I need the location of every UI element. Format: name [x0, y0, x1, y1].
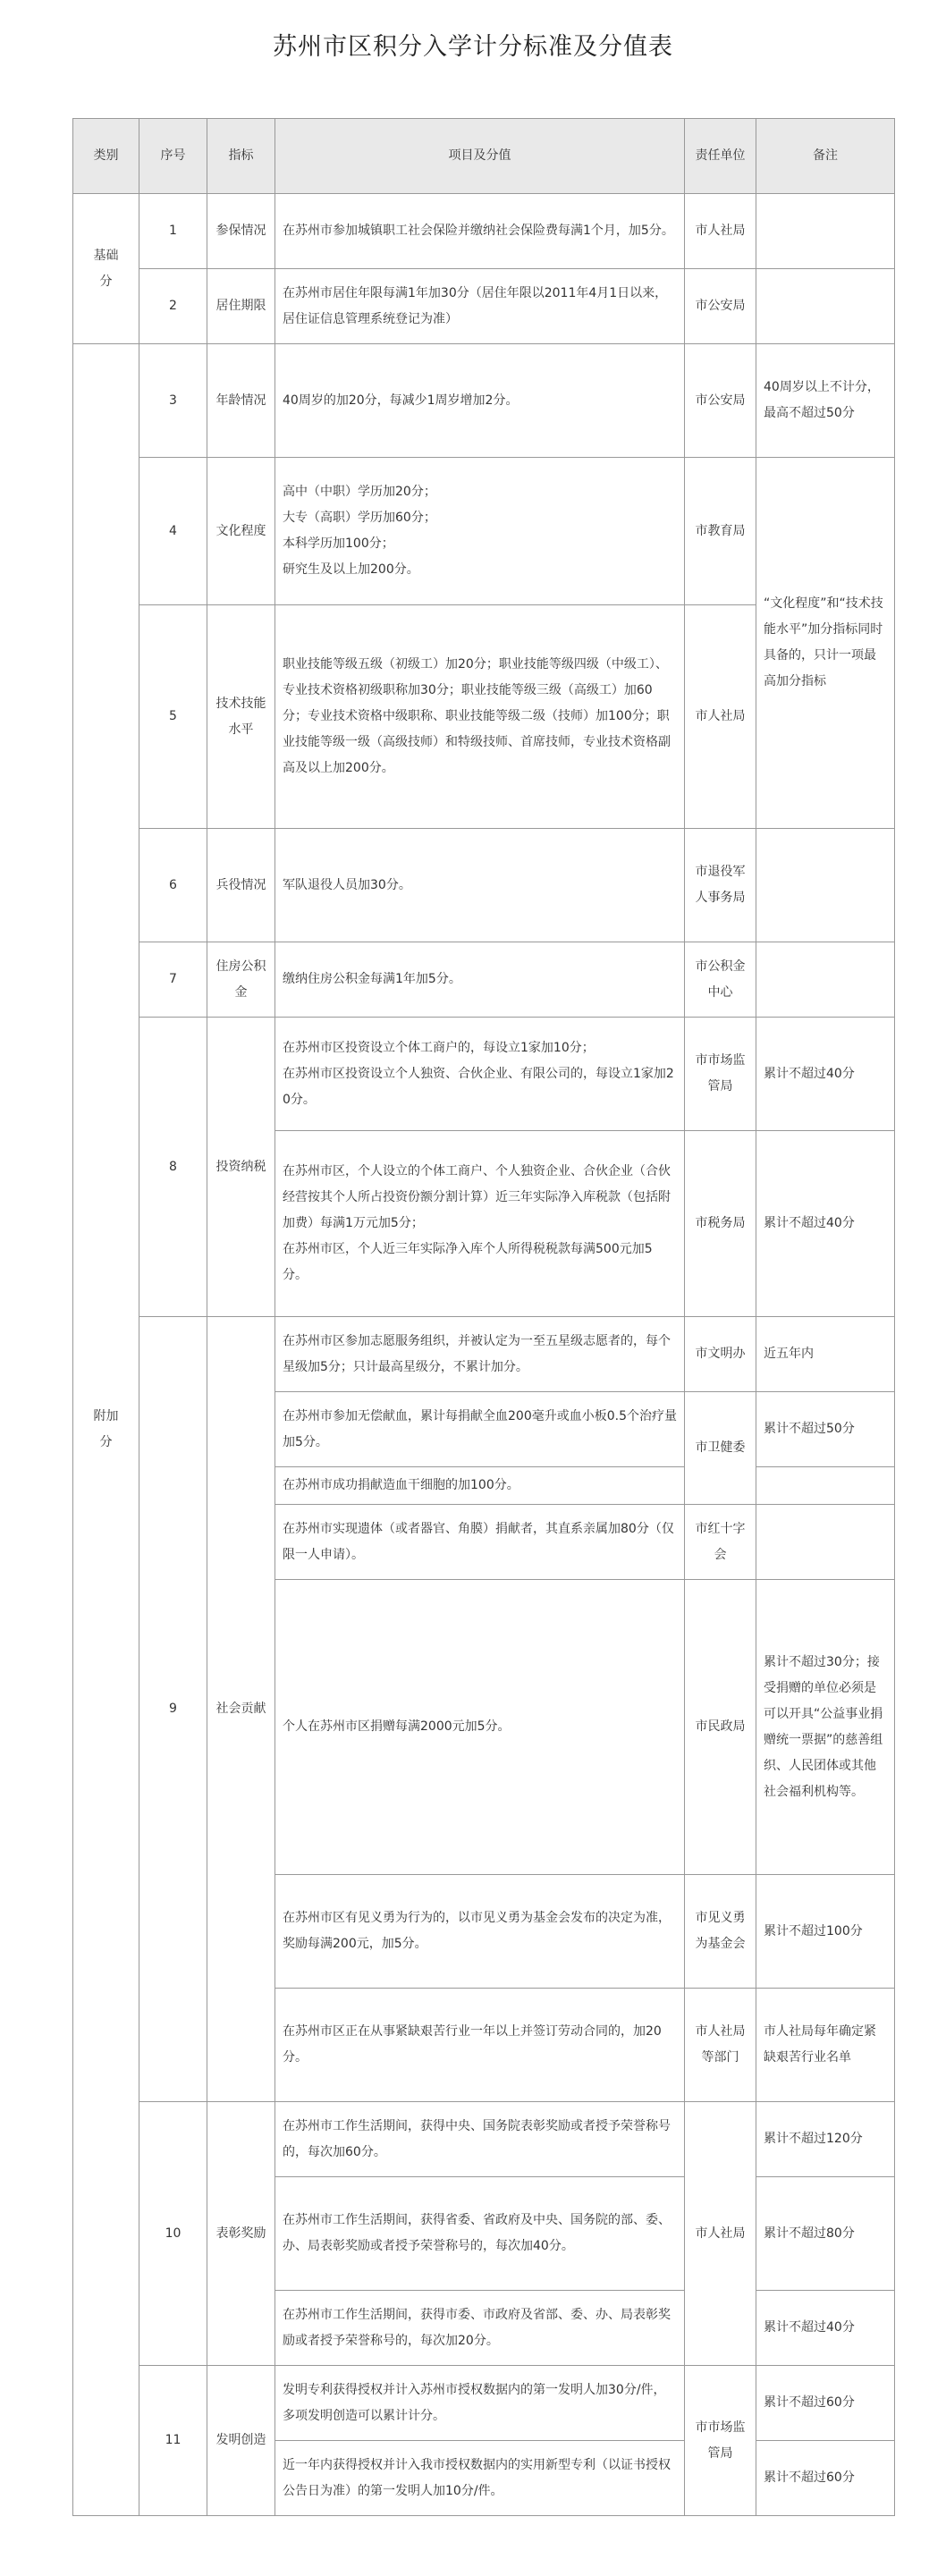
- table-row: [73, 942, 895, 1018]
- items-line: 大专（高职）学历加60分；: [283, 511, 436, 525]
- row-unit: 市公安局: [685, 344, 756, 458]
- row-unit: 市卫健委: [685, 1392, 756, 1505]
- row-remark: 累计不超过60分: [756, 2441, 895, 2516]
- row-items: 在苏州市成功捐献造血干细胞的加100分。: [275, 1467, 685, 1505]
- row-items: 职业技能等级五级（初级工）加20分；职业技能等级四级（中级工）、专业技术资格初级职称加30分；职业技能等级三级（高级工）加60分；专业技术资格中级职称、职业技能等级二级（技师）加100分；职业技能等级一级（高级技师）和特级技师、首席技师，专业技术资格副高及以上加200分。: [275, 605, 685, 829]
- row-items: 在苏州市工作生活期间，获得中央、国务院表彰奖励或者授予荣誉称号的，每次加60分。: [275, 2102, 685, 2177]
- row-items: 军队退役人员加30分。: [275, 829, 685, 942]
- row-indicator: 住房公积金: [207, 942, 275, 1018]
- row-seq: 11: [139, 2366, 207, 2516]
- row-items: 在苏州市参加城镇职工社会保险并缴纳社会保险费每满1个月，加5分。: [275, 194, 685, 269]
- row-unit: 市退役军人事务局: [685, 829, 756, 942]
- row-seq: 7: [139, 942, 207, 1018]
- row-remark: 累计不超过80分: [756, 2177, 895, 2291]
- row-remark: 累计不超过30分；接受捐赠的单位必须是可以开具“公益事业捐赠统一票据”的慈善组织、人民团体或其他社会福利机构等。: [756, 1580, 895, 1875]
- header-category: 类别: [73, 119, 139, 194]
- row-items: [275, 1018, 685, 1131]
- row-items: 在苏州市参加无偿献血，累计每捐献全血200毫升或血小板0.5个治疗量加5分。: [275, 1392, 685, 1467]
- table-header-row: [73, 119, 895, 194]
- header-items: 项目及分值: [275, 119, 685, 194]
- row-seq: 4: [139, 458, 207, 605]
- row-remark: 累计不超过40分: [756, 1018, 895, 1131]
- row-items: 在苏州市区有见义勇为行为的，以市见义勇为基金会发布的决定为准，奖励每满200元，加5分。: [275, 1875, 685, 1989]
- row-remark: 累计不超过60分: [756, 2366, 895, 2441]
- row-items: 在苏州市工作生活期间，获得市委、市政府及省部、委、办、局表彰奖励或者授予荣誉称号的，每次加20分。: [275, 2291, 685, 2366]
- row-unit: 市市场监管局: [685, 1018, 756, 1131]
- row-items: 40周岁的加20分，每减少1周岁增加2分。: [275, 344, 685, 458]
- row-indicator: 技术技能水平: [207, 605, 275, 829]
- items-line: 在苏州市区投资设立个人独资、合伙企业、有限公司的，每设立1家加20分。: [283, 1066, 674, 1107]
- row-unit: 市教育局: [685, 458, 756, 605]
- row-indicator: 发明创造: [207, 2366, 275, 2516]
- header-indicator: 指标: [207, 119, 275, 194]
- row-remark: [756, 942, 895, 1018]
- row-remark: “文化程度”和“技术技能水平”加分指标同时具备的，只计一项最高加分指标: [756, 458, 895, 829]
- row-remark: [756, 829, 895, 942]
- row-remark: [756, 1505, 895, 1580]
- row-seq: 9: [139, 1317, 207, 2102]
- row-seq: 5: [139, 605, 207, 829]
- items-line: 高中（中职）学历加20分；: [283, 485, 436, 499]
- row-remark: [756, 194, 895, 269]
- row-seq: 2: [139, 269, 207, 344]
- row-items: 在苏州市区参加志愿服务组织，并被认定为一至五星级志愿者的，每个星级加5分；只计最高星级分，不累计加分。: [275, 1317, 685, 1392]
- row-seq: 10: [139, 2102, 207, 2366]
- row-seq: 8: [139, 1018, 207, 1317]
- category-additional: 附加分: [73, 344, 139, 2516]
- header-seq: 序号: [139, 119, 207, 194]
- row-unit: 市人社局等部门: [685, 1989, 756, 2102]
- table-row: [73, 269, 895, 344]
- row-indicator: 投资纳税: [207, 1018, 275, 1317]
- row-unit: 市民政局: [685, 1580, 756, 1875]
- row-items: 缴纳住房公积金每满1年加5分。: [275, 942, 685, 1018]
- header-unit: 责任单位: [685, 119, 756, 194]
- items-line: 在苏州市区，个人设立的个体工商户、个人独资企业、合伙企业（合伙经营按其个人所占投资份额分割计算）近三年实际净入库税款（包括附加费）每满1万元加5分；: [283, 1164, 671, 1230]
- row-indicator: 表彰奖励: [207, 2102, 275, 2366]
- row-unit: 市文明办: [685, 1317, 756, 1392]
- row-items: 在苏州市实现遗体（或者器官、角膜）捐献者，其直系亲属加80分（仅限一人申请）。: [275, 1505, 685, 1580]
- table-row: [73, 2366, 895, 2441]
- score-table: [72, 118, 895, 2516]
- items-line: 本科学历加100分；: [283, 536, 394, 551]
- row-indicator: 兵役情况: [207, 829, 275, 942]
- items-line: 在苏州市区，个人近三年实际净入库个人所得税税款每满500元加5分。: [283, 1242, 653, 1282]
- page-title: 苏州市区积分入学计分标准及分值表: [273, 33, 673, 61]
- row-unit: 市人社局: [685, 2102, 756, 2366]
- header-remark: 备注: [756, 119, 895, 194]
- row-seq: 3: [139, 344, 207, 458]
- row-remark: 近五年内: [756, 1317, 895, 1392]
- row-unit: 市人社局: [685, 194, 756, 269]
- row-remark: 累计不超过40分: [756, 1131, 895, 1317]
- table-row: [73, 2102, 895, 2177]
- table-row: [73, 1018, 895, 1131]
- row-indicator: 居住期限: [207, 269, 275, 344]
- table-row: [73, 1317, 895, 1392]
- row-unit: 市市场监管局: [685, 2366, 756, 2516]
- row-items: 个人在苏州市区捐赠每满2000元加5分。: [275, 1580, 685, 1875]
- row-remark: [756, 269, 895, 344]
- row-remark: 累计不超过120分: [756, 2102, 895, 2177]
- category-basic: 基础分: [73, 194, 139, 344]
- row-items: 发明专利获得授权并计入苏州市授权数据内的第一发明人加30分/件，多项发明创造可以累计计分。: [275, 2366, 685, 2441]
- row-indicator: 文化程度: [207, 458, 275, 605]
- table-row: [73, 458, 895, 605]
- row-items: 在苏州市居住年限每满1年加30分（居住年限以2011年4月1日以来，居住证信息管理系统登记为准）: [275, 269, 685, 344]
- row-remark: [756, 1467, 895, 1505]
- row-unit: 市红十字会: [685, 1505, 756, 1580]
- row-remark: 市人社局每年确定紧缺艰苦行业名单: [756, 1989, 895, 2102]
- row-remark: 40周岁以上不计分，最高不超过50分: [756, 344, 895, 458]
- row-items: 近一年内获得授权并计入我市授权数据内的实用新型专利（以证书授权公告日为准）的第一发明人加10分/件。: [275, 2441, 685, 2516]
- row-unit: 市税务局: [685, 1131, 756, 1317]
- row-seq: 6: [139, 829, 207, 942]
- row-items: 在苏州市区正在从事紧缺艰苦行业一年以上并签订劳动合同的，加20分。: [275, 1989, 685, 2102]
- row-remark: 累计不超过50分: [756, 1392, 895, 1467]
- row-items: [275, 458, 685, 605]
- row-items: 在苏州市工作生活期间，获得省委、省政府及中央、国务院的部、委、办、局表彰奖励或者授予荣誉称号的，每次加40分。: [275, 2177, 685, 2291]
- table-row: [73, 829, 895, 942]
- items-line: 在苏州市区投资设立个体工商户的，每设立1家加10分；: [283, 1040, 595, 1055]
- row-unit: 市公积金中心: [685, 942, 756, 1018]
- row-remark: 累计不超过40分: [756, 2291, 895, 2366]
- row-items: [275, 1131, 685, 1317]
- row-indicator: 年龄情况: [207, 344, 275, 458]
- table-row: [73, 194, 895, 269]
- row-indicator: 参保情况: [207, 194, 275, 269]
- items-line: 研究生及以上加200分。: [283, 562, 419, 577]
- table-row: [73, 344, 895, 458]
- row-unit: 市人社局: [685, 605, 756, 829]
- row-indicator: 社会贡献: [207, 1317, 275, 2102]
- row-remark: 累计不超过100分: [756, 1875, 895, 1989]
- row-seq: 1: [139, 194, 207, 269]
- row-unit: 市公安局: [685, 269, 756, 344]
- row-unit: 市见义勇为基金会: [685, 1875, 756, 1989]
